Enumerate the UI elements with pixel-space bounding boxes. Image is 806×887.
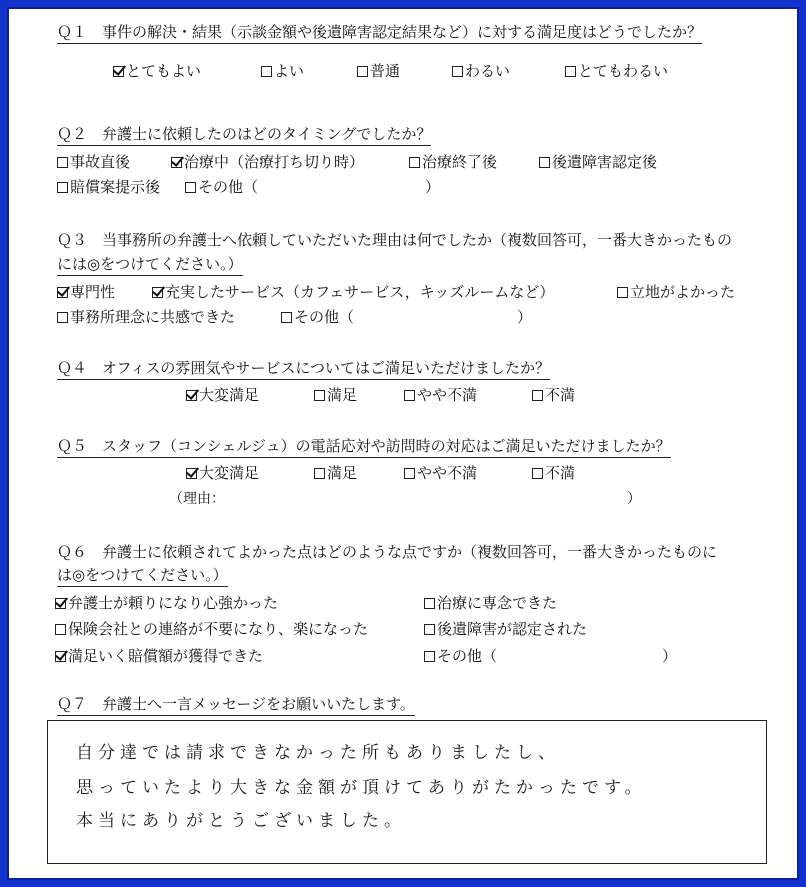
- checkbox-icon[interactable]: [57, 312, 68, 323]
- message-line-1: 自分達では請求できなかった所もありましたし、: [76, 743, 560, 763]
- q1-options: [9, 61, 799, 83]
- q3-option-1[interactable]: 専門性: [57, 282, 115, 302]
- message-line-2: 思っていたより大きな金額が頂けてありがたかったです。: [76, 778, 647, 798]
- checkbox-icon[interactable]: [314, 468, 325, 479]
- q2-option-6[interactable]: その他（: [185, 177, 258, 197]
- q6-option-5[interactable]: 満足いく賠償額が獲得できた: [55, 646, 263, 666]
- q3-option-4[interactable]: 事務所理念に共感できた: [57, 307, 235, 327]
- q3-other-close: ）: [517, 308, 533, 326]
- q4-title: Ｑ４ オフィスの雰囲気やサービスについてはご満足いただけましたか？: [57, 359, 550, 380]
- q6-option-4[interactable]: 後遺障害が認定された: [424, 619, 587, 639]
- q2-options-row2: [9, 177, 799, 199]
- q2-option-3[interactable]: 治療終了後: [409, 152, 497, 172]
- checkbox-icon[interactable]: [57, 287, 68, 298]
- checkbox-icon[interactable]: [57, 157, 68, 168]
- q2-options-row1: [9, 152, 799, 174]
- q7-title: Ｑ７ 弁護士へ一言メッセージをお願いいたします。: [57, 695, 415, 716]
- q1-option-4[interactable]: わるい: [452, 61, 510, 81]
- q4-option-2[interactable]: 満足: [314, 385, 357, 405]
- checkbox-icon[interactable]: [171, 157, 182, 168]
- q5-option-4[interactable]: 不満: [532, 463, 575, 483]
- q5-options: [9, 463, 799, 485]
- checkbox-icon[interactable]: [452, 66, 463, 77]
- q2-other-close: ）: [425, 178, 441, 196]
- checkbox-icon[interactable]: [55, 624, 66, 635]
- checkbox-icon[interactable]: [357, 66, 368, 77]
- q6-options-row1: [9, 593, 799, 615]
- q6-option-2[interactable]: 治療に専念できた: [424, 593, 557, 613]
- q2-option-1[interactable]: 事故直後: [57, 152, 130, 172]
- q3-title-line1: Ｑ３ 当事務所の弁護士へ依頼していただいた理由は何でしたか（複数回答可，一番大きかったもの: [57, 231, 733, 249]
- checkbox-icon[interactable]: [565, 66, 576, 77]
- q6-option-1[interactable]: 弁護士が頼りになり心強かった: [55, 593, 278, 613]
- checkbox-icon[interactable]: [261, 66, 272, 77]
- q6-options-row3: [9, 646, 799, 668]
- q1-title: Ｑ１ 事件の解決・結果（示談金額や後遺障害認定結果など）に対する満足度はどうでしたか？: [57, 23, 702, 44]
- q4-option-4[interactable]: 不満: [532, 385, 575, 405]
- checkbox-icon[interactable]: [113, 66, 124, 77]
- q3-options-row2: [9, 307, 799, 329]
- q3-option-2[interactable]: 充実したサービス（カフェサービス，キッズルームなど）: [152, 282, 554, 302]
- q5-option-3[interactable]: やや不満: [404, 463, 477, 483]
- q1-option-2[interactable]: よい: [261, 61, 304, 81]
- checkbox-icon[interactable]: [404, 468, 415, 479]
- q1-option-5[interactable]: とてもわるい: [565, 61, 668, 81]
- checkbox-icon[interactable]: [185, 182, 196, 193]
- q2-option-4[interactable]: 後遺障害認定後: [539, 152, 657, 172]
- q4-option-1[interactable]: 大変満足: [186, 385, 259, 405]
- q5-reason-close: ）: [627, 491, 641, 507]
- checkbox-icon[interactable]: [409, 157, 420, 168]
- q1-option-3[interactable]: 普通: [357, 61, 400, 81]
- checkbox-icon[interactable]: [617, 287, 628, 298]
- checkbox-icon[interactable]: [532, 468, 543, 479]
- checkbox-icon[interactable]: [55, 651, 66, 662]
- q2-title: Ｑ２ 弁護士に依頼したのはどのタイミングでしたか？: [57, 125, 431, 146]
- q3-option-3[interactable]: 立地がよかった: [617, 282, 735, 302]
- q4-options: [9, 385, 799, 407]
- checkbox-icon[interactable]: [55, 598, 66, 609]
- checkbox-icon[interactable]: [404, 390, 415, 401]
- checkbox-icon[interactable]: [424, 651, 435, 662]
- survey-sheet: [7, 7, 799, 880]
- checkbox-icon[interactable]: [57, 182, 68, 193]
- checkbox-icon[interactable]: [539, 157, 550, 168]
- q5-title: Ｑ５ スタッフ（コンシェルジュ）の電話応対や訪問時の対応はご満足いただけましたか？: [57, 437, 671, 458]
- checkbox-icon[interactable]: [424, 624, 435, 635]
- q6-option-6[interactable]: その他（: [424, 646, 497, 666]
- q6-title-line1: Ｑ６ 弁護士に依頼されてよかった点はどのような点ですか（複数回答可，一番大きかったものに: [57, 543, 718, 561]
- checkbox-icon[interactable]: [186, 468, 197, 479]
- checkbox-icon[interactable]: [314, 390, 325, 401]
- q3-title-line2: には◎をつけてください。）: [57, 255, 243, 276]
- checkbox-icon[interactable]: [152, 287, 163, 298]
- q2-option-2[interactable]: 治療中（治療打ち切り時）: [171, 152, 364, 172]
- checkbox-icon[interactable]: [532, 390, 543, 401]
- checkbox-icon[interactable]: [281, 312, 292, 323]
- checkbox-icon[interactable]: [424, 598, 435, 609]
- checkbox-icon[interactable]: [186, 390, 197, 401]
- q3-option-5[interactable]: その他（: [281, 307, 354, 327]
- q5-option-2[interactable]: 満足: [314, 463, 357, 483]
- q6-options-row2: [9, 619, 799, 641]
- q6-title-line2: は◎をつけてください。）: [57, 566, 228, 587]
- q5-reason-row: [9, 489, 799, 511]
- q6-option-3[interactable]: 保険会社との連絡が不要になり、楽になった: [55, 619, 368, 639]
- q6-other-close: ）: [662, 647, 678, 665]
- q2-option-5[interactable]: 賠償案提示後: [57, 177, 160, 197]
- message-line-3: 本当にありがとうございました。: [76, 811, 406, 831]
- q3-options-row1: [9, 282, 799, 304]
- q1-option-1[interactable]: とてもよい: [113, 61, 201, 81]
- q5-option-1[interactable]: 大変満足: [186, 463, 259, 483]
- q4-option-3[interactable]: やや不満: [404, 385, 477, 405]
- message-box[interactable]: [47, 720, 767, 864]
- q5-reason-label: （理由：: [169, 491, 225, 507]
